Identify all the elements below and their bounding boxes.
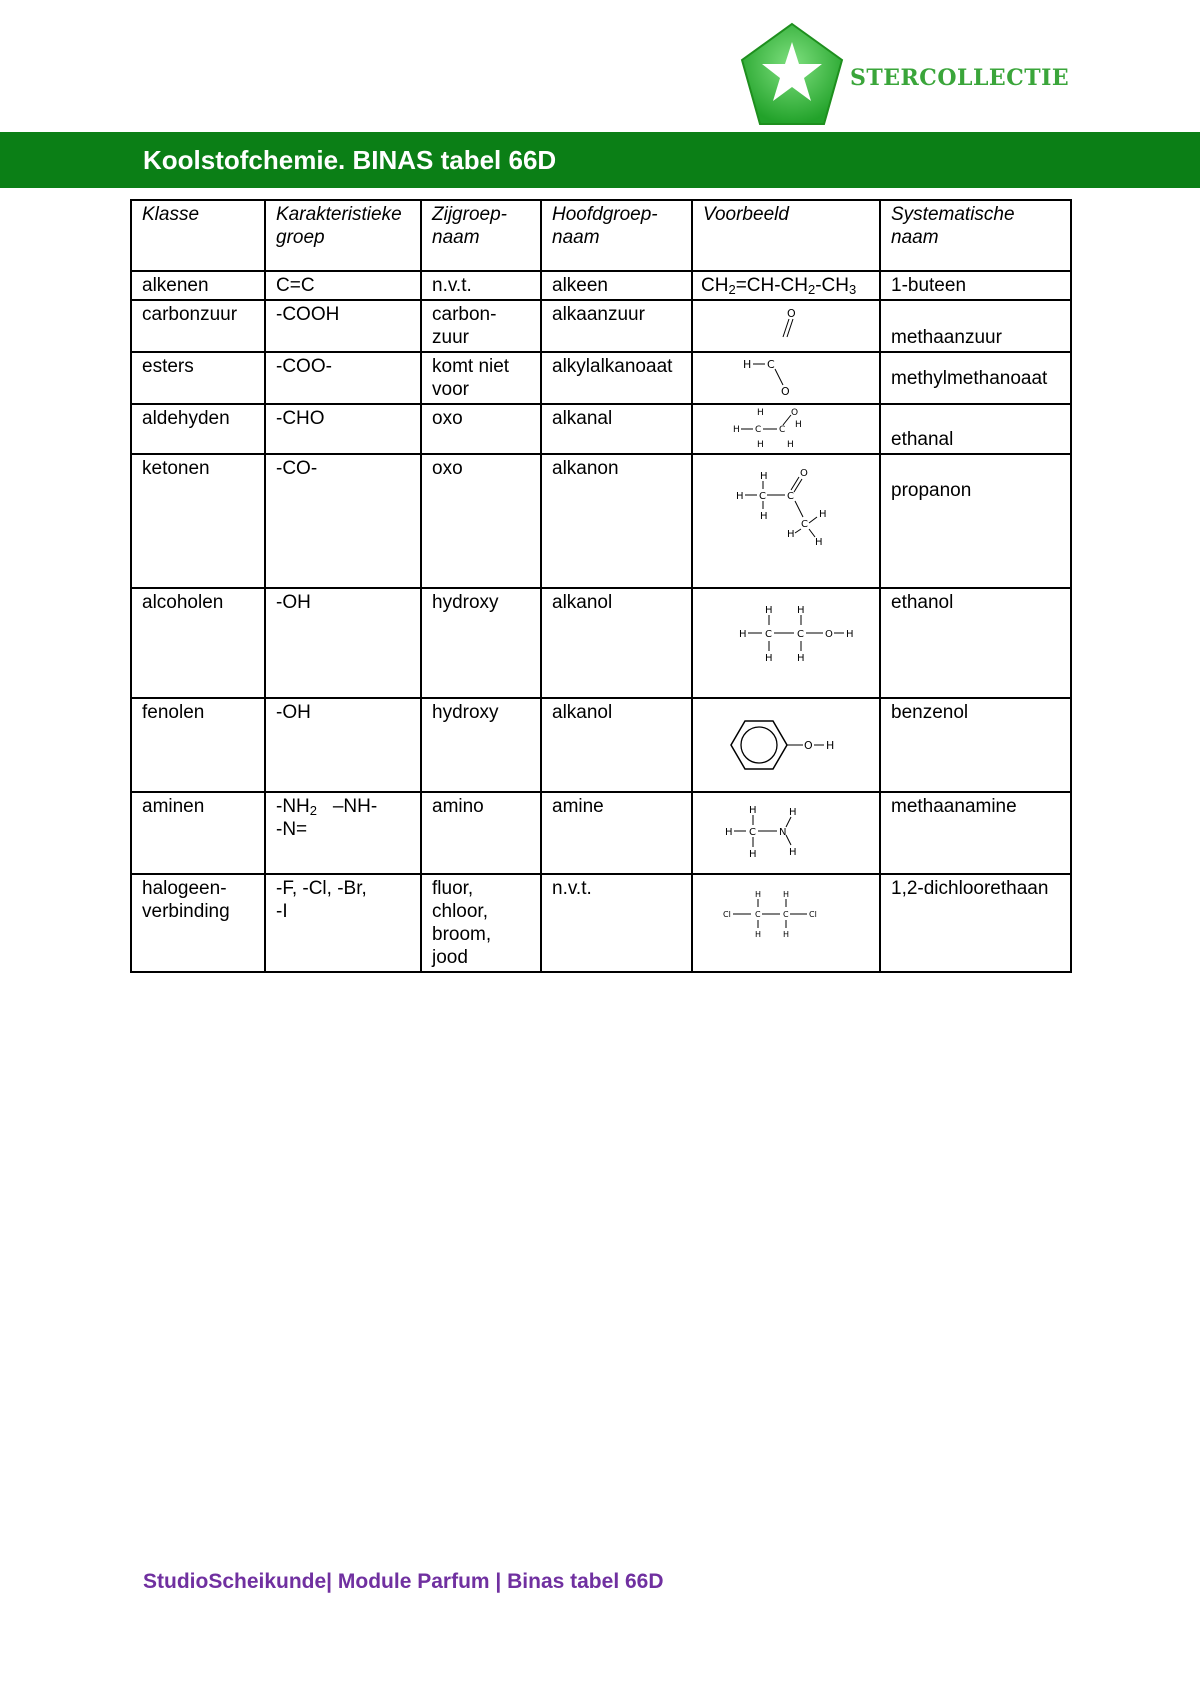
- svg-text:C: C: [787, 491, 794, 502]
- svg-text:C: C: [759, 491, 766, 502]
- binas-66d-table: [130, 199, 1072, 973]
- cell-voorbeeld-structure: [692, 698, 880, 792]
- svg-text:H: H: [725, 827, 733, 838]
- cell-groep: $-NH_2$ –NH- -N=: [265, 792, 421, 874]
- cell-voorbeeld-structure: [692, 588, 880, 698]
- svg-text:C: C: [767, 358, 775, 371]
- cell-zijgroep: hydroxy: [421, 698, 541, 792]
- cell-groep: -COO-: [265, 352, 421, 404]
- cell-voorbeeld-structure: [692, 454, 880, 588]
- svg-text:H: H: [739, 629, 747, 640]
- svg-text:C: C: [783, 910, 789, 919]
- cell-zijgroep: carbon-zuur: [421, 300, 541, 352]
- svg-text:H: H: [797, 605, 805, 616]
- svg-text:H: H: [815, 537, 823, 548]
- cell-groep: -F, -Cl, -Br, -I: [265, 874, 421, 972]
- cell-voorbeeld-structure: [692, 792, 880, 874]
- svg-text:O: O: [791, 408, 799, 418]
- cell-klasse: aldehyden: [131, 404, 265, 454]
- cell-zijgroep: hydroxy: [421, 588, 541, 698]
- svg-text:C: C: [765, 629, 772, 640]
- svg-text:H: H: [755, 930, 762, 939]
- cell-zijgroep: n.v.t.: [421, 271, 541, 300]
- svg-text:H: H: [797, 653, 805, 664]
- header-zijgroep-naam: Zijgroep-naam: [421, 200, 541, 271]
- cell-hoofdgroep: n.v.t.: [541, 874, 692, 972]
- cell-voorbeeld-structure: [692, 404, 880, 454]
- table-row: [131, 404, 1071, 454]
- svg-text:H: H: [787, 440, 794, 450]
- header-voorbeeld: Voorbeeld: [692, 200, 880, 271]
- svg-text:C: C: [801, 519, 808, 530]
- cell-groep: C=C: [265, 271, 421, 300]
- svg-text:H: H: [765, 605, 773, 616]
- cell-hoofdgroep: amine: [541, 792, 692, 874]
- cell-zijgroep: oxo: [421, 404, 541, 454]
- star-pentagon-icon: [738, 22, 846, 130]
- cell-voorbeeld-structure: [692, 352, 880, 404]
- svg-text:O: O: [804, 739, 813, 752]
- svg-text:O: O: [787, 307, 796, 320]
- table-row: [131, 792, 1071, 874]
- cell-klasse: fenolen: [131, 698, 265, 792]
- cell-groep: -OH: [265, 588, 421, 698]
- svg-text:H: H: [846, 629, 854, 640]
- propanone-structure: [703, 457, 880, 585]
- svg-text:H: H: [783, 890, 790, 899]
- cell-zijgroep: amino: [421, 792, 541, 874]
- cell-voorbeeld-structure: [692, 874, 880, 972]
- cell-naam: propanon: [880, 454, 1071, 588]
- svg-text:H: H: [826, 739, 835, 752]
- cell-klasse: alkenen: [131, 271, 265, 300]
- cell-naam: 1-buteen: [880, 271, 1071, 300]
- svg-text:H: H: [760, 471, 768, 482]
- cell-naam: ethanal: [880, 404, 1071, 454]
- cell-zijgroep: fluor, chloor, broom, jood: [421, 874, 541, 972]
- svg-text:C: C: [755, 910, 761, 919]
- svg-text:H: H: [733, 425, 740, 435]
- cell-zijgroep: oxo: [421, 454, 541, 588]
- cell-klasse: halogeen-verbinding: [131, 874, 265, 972]
- header-karakteristieke-groep: Karakteristieke groep: [265, 200, 421, 271]
- svg-text:H: H: [757, 408, 764, 418]
- svg-text:H: H: [757, 440, 764, 450]
- dichloroethane-structure: [703, 877, 880, 965]
- svg-text:H: H: [789, 847, 797, 858]
- cell-naam: methaanamine: [880, 792, 1071, 874]
- svg-text:H: H: [749, 805, 757, 816]
- svg-text:O: O: [781, 385, 790, 398]
- cell-naam: methaanzuur: [880, 300, 1071, 352]
- table-row: [131, 588, 1071, 698]
- table-row: [131, 454, 1071, 588]
- cell-hoofdgroep: alkanol: [541, 698, 692, 792]
- ethanal-structure: [703, 407, 880, 451]
- svg-text:C: C: [797, 629, 804, 640]
- cell-klasse: carbonzuur: [131, 300, 265, 352]
- cell-hoofdgroep: alkeen: [541, 271, 692, 300]
- svg-text:C: C: [755, 425, 762, 435]
- cell-groep: -CHO: [265, 404, 421, 454]
- svg-text:H: H: [760, 511, 768, 522]
- svg-text:H: H: [787, 529, 795, 540]
- table-row: [131, 698, 1071, 792]
- header-systematische-naam: Systematische naam: [880, 200, 1071, 271]
- svg-text:H: H: [789, 807, 797, 818]
- methanoic-acid-structure: [703, 303, 880, 347]
- svg-text:H: H: [783, 930, 790, 939]
- header-klasse: Klasse: [131, 200, 265, 271]
- cell-groep: -OH: [265, 698, 421, 792]
- cell-klasse: alcoholen: [131, 588, 265, 698]
- svg-text:H: H: [819, 509, 827, 520]
- svg-text:O: O: [800, 468, 808, 479]
- cell-naam: ethanol: [880, 588, 1071, 698]
- cell-naam: benzenol: [880, 698, 1071, 792]
- cell-zijgroep: komt niet voor: [421, 352, 541, 404]
- table-row: [131, 352, 1071, 404]
- logo-text: STERCOLLECTIE: [850, 65, 1070, 91]
- svg-text:H: H: [736, 491, 744, 502]
- table-row: [131, 271, 1071, 300]
- svg-text:C: C: [779, 425, 786, 435]
- ethanol-structure: [703, 591, 880, 695]
- benzenol-structure: [703, 701, 880, 789]
- cell-hoofdgroep: alkaanzuur: [541, 300, 692, 352]
- table-row: [131, 874, 1071, 972]
- table-row: [131, 300, 1071, 352]
- cell-hoofdgroep: alkanol: [541, 588, 692, 698]
- cell-naam: 1,2-dichloorethaan: [880, 874, 1071, 972]
- ester-structure: [703, 355, 880, 401]
- svg-text:O: O: [825, 629, 833, 640]
- svg-text:H: H: [795, 420, 802, 430]
- svg-text:H: H: [749, 849, 757, 860]
- cell-hoofdgroep: alkylalkanoaat: [541, 352, 692, 404]
- cell-hoofdgroep: alkanal: [541, 404, 692, 454]
- page-title: Koolstofchemie. BINAS tabel 66D: [143, 145, 557, 175]
- table-header-row: [131, 200, 1071, 271]
- cell-naam: methylmethanoaat: [880, 352, 1071, 404]
- cell-hoofdgroep: alkanon: [541, 454, 692, 588]
- svg-text:H: H: [765, 653, 773, 664]
- svg-text:N: N: [779, 827, 787, 838]
- cell-groep: -CO-: [265, 454, 421, 588]
- cell-klasse: ketonen: [131, 454, 265, 588]
- cell-groep: -COOH: [265, 300, 421, 352]
- svg-text:C: C: [749, 827, 756, 838]
- svg-text:Cl: Cl: [723, 910, 731, 919]
- methanamine-structure: [703, 795, 880, 871]
- cell-voorbeeld-structure: [692, 300, 880, 352]
- svg-text:H: H: [755, 890, 762, 899]
- cell-voorbeeld-formula: $CH_2=CH-CH_2-CH_3$: [692, 271, 880, 300]
- stercollectie-logo: [738, 22, 1070, 130]
- title-banner: [0, 132, 1200, 188]
- cell-klasse: aminen: [131, 792, 265, 874]
- header-hoofdgroep-naam: Hoofdgroep-naam: [541, 200, 692, 271]
- svg-text:H: H: [743, 358, 752, 371]
- cell-klasse: esters: [131, 352, 265, 404]
- footer: StudioScheikunde| Module Parfum | Binas tabel 66D: [143, 1570, 664, 1593]
- svg-text:Cl: Cl: [809, 910, 817, 919]
